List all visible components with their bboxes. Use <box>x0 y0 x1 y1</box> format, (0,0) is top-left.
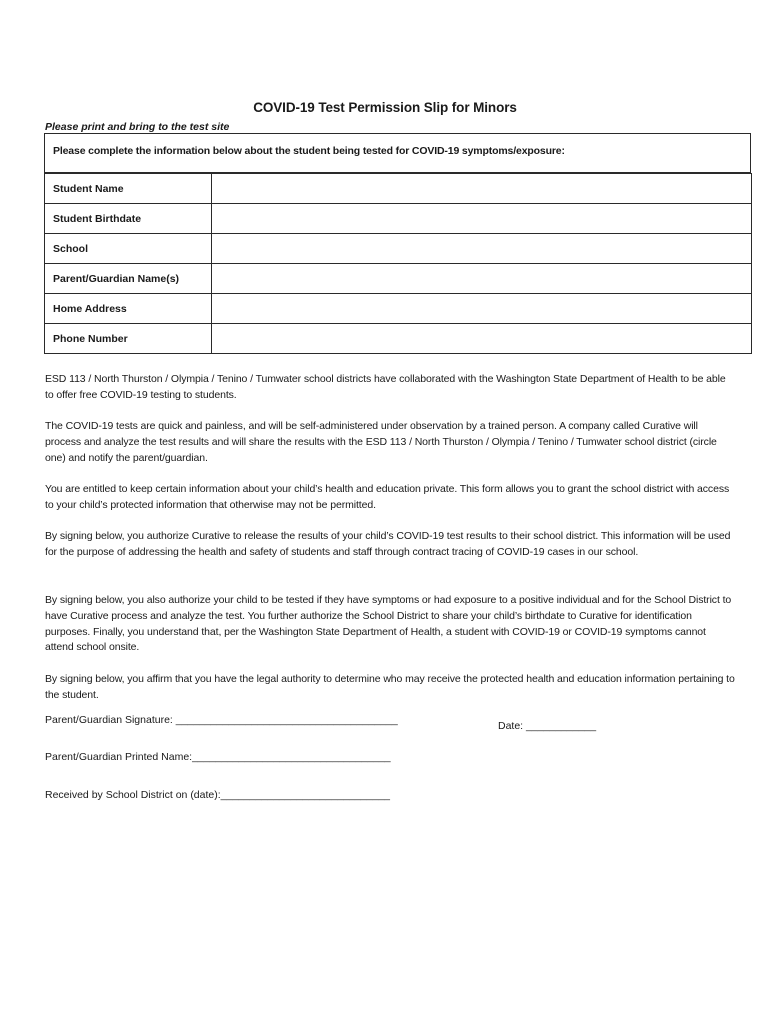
phone-number-field[interactable] <box>212 324 752 354</box>
table-row <box>45 324 752 354</box>
paragraph-legal-authority: By signing below, you affirm that you have the legal authority to determine who may receive the protected health and education information pertaining to the student. <box>45 673 735 701</box>
document-title: COVID-19 Test Permission Slip for Minors <box>253 100 517 115</box>
paragraph-collaboration: ESD 113 / North Thurston / Olympia / Tenino / Tumwater school districts have collaborated with the Washington State Department of Health to be able to offer free COVID-19 testing to students. <box>45 373 726 401</box>
phone-number-label: Phone Number <box>45 324 212 354</box>
table-row <box>45 234 752 264</box>
instructions-box <box>44 133 751 173</box>
school-field[interactable] <box>212 234 752 264</box>
parent-guardian-names-label: Parent/Guardian Name(s) <box>45 264 212 294</box>
school-label: School <box>45 234 212 264</box>
received-by-school-line[interactable]: Received by School District on (date):_____________________________ <box>45 789 391 801</box>
student-birthdate-field[interactable] <box>212 204 752 234</box>
printed-name-line[interactable]: Parent/Guardian Printed Name:__________________________________ <box>45 751 391 763</box>
paragraph-authorize-testing: By signing below, you also authorize your child to be tested if they have symptoms or had exposure to a positive individual and for the School District to have Curative process and analyze the test. You further authorize the School District to share your child’s birthdate to Curative for identification purposes. Finally, you understand that, per the Washington State Department of Health, a student with COVID-19 or COVID-19 symptoms cannot attend school onsite. <box>45 594 732 654</box>
student-name-field[interactable] <box>212 174 752 204</box>
table-row <box>45 264 752 294</box>
document-subtitle: Please print and bring to the test site <box>45 121 230 133</box>
home-address-field[interactable] <box>212 294 752 324</box>
parent-signature-line[interactable]: Parent/Guardian Signature: ______________________________________ <box>45 714 398 726</box>
student-name-label: Student Name <box>45 174 212 204</box>
paragraph-privacy: You are entitled to keep certain information about your child’s health and education private. This form allows you to grant the school district with access to your child’s protected information that otherwise may not be permitted. <box>45 483 730 511</box>
table-row <box>45 294 752 324</box>
student-info-table <box>44 173 752 354</box>
table-row <box>45 174 752 204</box>
parent-guardian-names-field[interactable] <box>212 264 752 294</box>
paragraph-test-process: The COVID-19 tests are quick and painless, and will be self-administered under observation by a trained person. A company called Curative will process and analyze the test results and will share the results with the ESD 113 / North Thurston / Olympia / Tenino / Tumwater school district (circle one) and notify the parent/guardian. <box>45 420 717 464</box>
table-row <box>45 204 752 234</box>
student-birthdate-label: Student Birthdate <box>45 204 212 234</box>
instructions-text: Please complete the information below about the student being tested for COVID-19 symptoms/exposure: <box>53 145 565 157</box>
home-address-label: Home Address <box>45 294 212 324</box>
date-line[interactable]: Date: ____________ <box>498 720 597 732</box>
paragraph-release-results: By signing below, you authorize Curative to release the results of your child’s COVID-19 test results to their school district. This information will be used for the purpose of addressing the health and safety of students and staff through contract tracing of COVID-19 cases in our school. <box>45 530 731 558</box>
